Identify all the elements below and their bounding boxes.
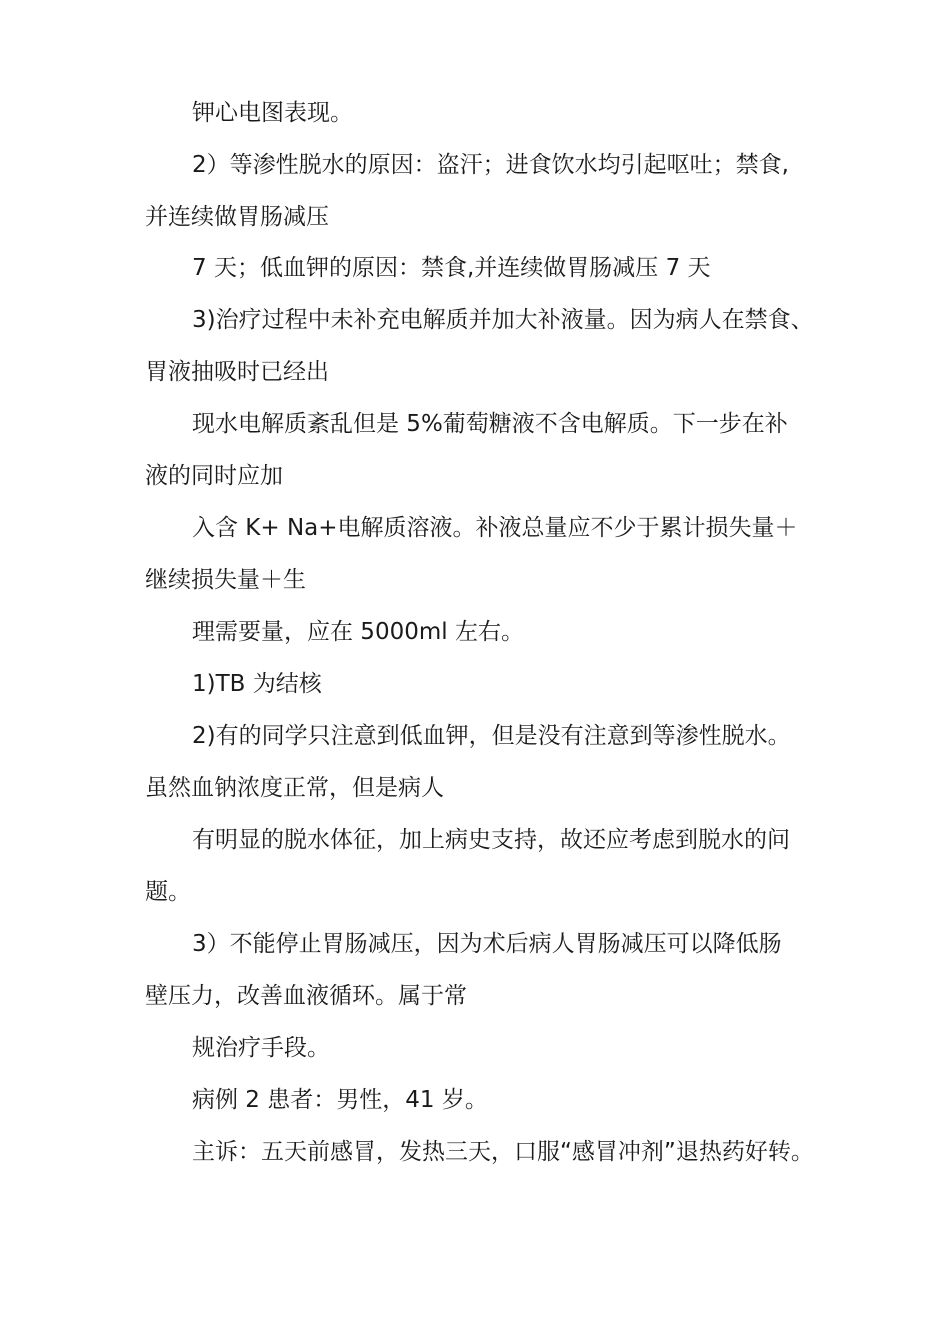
text-line: 病例 2 患者：男性，41 岁。 — [192, 1087, 488, 1113]
text-line: 继续损失量＋生 — [145, 567, 306, 593]
text-line: 规治疗手段。 — [192, 1035, 330, 1061]
text-line: 7 天；低血钾的原因：禁食,并连续做胃肠减压 7 天 — [192, 255, 711, 281]
text-line: 理需要量，应在 5000ml 左右。 — [192, 619, 524, 645]
text-line: 题。 — [145, 879, 191, 905]
text-line: 2）等渗性脱水的原因：盗汗；进食饮水均引起呕吐；禁食, — [192, 152, 789, 178]
text-line: 液的同时应加 — [145, 463, 283, 489]
text-line: 钾心电图表现。 — [192, 100, 353, 126]
text-line: 有明显的脱水体征，加上病史支持，故还应考虑到脱水的问 — [192, 827, 790, 853]
text-line: 2)有的同学只注意到低血钾，但是没有注意到等渗性脱水。 — [192, 723, 791, 749]
text-line: 并连续做胃肠减压 — [145, 204, 329, 230]
text-line: 主诉：五天前感冒，发热三天，口服“感冒冲剂”退热药好转。 — [192, 1139, 814, 1165]
text-line: 胃液抽吸时已经出 — [145, 359, 329, 385]
text-line: 虽然血钠浓度正常，但是病人 — [145, 775, 444, 801]
text-line: 入含 K+ Na+电解质溶液。补液总量应不少于累计损失量＋ — [192, 515, 798, 541]
text-line: 现水电解质紊乱但是 5%葡萄糖液不含电解质。下一步在补 — [192, 411, 788, 437]
text-line: 3）不能停止胃肠减压，因为术后病人胃肠减压可以降低肠 — [192, 931, 782, 957]
text-line: 3)治疗过程中未补充电解质并加大补液量。因为病人在禁食、 — [192, 307, 814, 333]
text-line: 1)TB 为结核 — [192, 671, 322, 697]
text-line: 壁压力，改善血液循环。属于常 — [145, 983, 467, 1009]
